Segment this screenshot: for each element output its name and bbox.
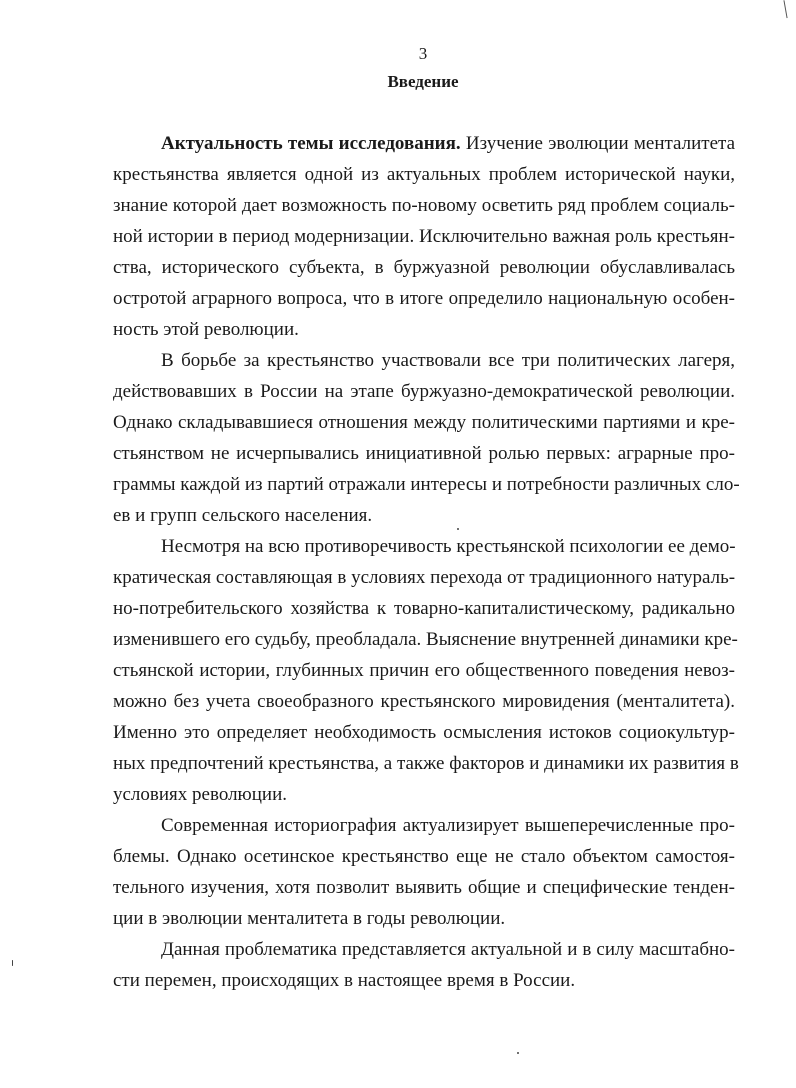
paragraph-3	[113, 531, 739, 810]
paragraph-line: ной истории в период модернизации. Исключительно важная роль крестьян-	[113, 226, 735, 247]
paragraph-line: Однако складывавшиеся отношения между политическими партиями и кре-	[113, 412, 735, 433]
paragraph-4	[113, 810, 735, 934]
paragraph-line: кратическая составляющая в условиях перехода от традиционного натураль-	[113, 567, 736, 588]
paragraph-line: действовавших в России на этапе буржуазно-демократической революции.	[113, 381, 735, 402]
paragraph-2	[113, 345, 740, 531]
paragraph-line: стьянством не исчерпывались инициативной ролью первых: аграрные про-	[113, 443, 735, 464]
paragraph-line: условиях революции.	[113, 784, 287, 805]
scan-speck	[457, 528, 459, 530]
paragraph-line: ев и групп сельского населения.	[113, 505, 373, 526]
paragraph-line: Несмотря на всю противоречивость крестьянской психологии ее демо-	[161, 536, 736, 557]
paragraph-5	[113, 934, 735, 996]
paragraph-line: тельного изучения, хотя позволит выявить общие и специфические тенден-	[113, 877, 735, 898]
paragraph-line: ных предпочтений крестьянства, а также факторов и динамики их развития в	[113, 753, 739, 774]
paragraph-line: ции в эволюции менталитета в годы революции.	[113, 908, 506, 929]
paragraph-line: Актуальность темы исследования. Изучение эволюции менталитета	[161, 133, 736, 154]
body-text	[113, 128, 740, 996]
page-title: Введение	[387, 72, 459, 91]
paragraph-line: ность этой революции.	[113, 319, 299, 340]
scan-mark	[783, 0, 789, 18]
paragraph-line: ства, исторического субъекта, в буржуазной революции обуславливалась	[113, 257, 735, 278]
paragraph-line: Именно это определяет необходимость осмысления истоков социокультур-	[113, 722, 735, 743]
paragraph-line: можно без учета своеобразного крестьянского мировидения (менталитета).	[113, 691, 735, 712]
paragraph-line: В борьбе за крестьянство участвовали все три политических лагеря,	[161, 350, 735, 371]
page-number: 3	[418, 44, 428, 63]
paragraph-line: Данная проблематика представляется актуальной и в силу масштабно-	[161, 939, 735, 960]
scan-speck	[12, 960, 13, 966]
paragraph-line: но-потребительского хозяйства к товарно-капиталистическому, радикально	[113, 598, 735, 619]
paragraph-line: крестьянства является одной из актуальных проблем исторической науки,	[113, 164, 735, 185]
paragraph-line: стьянской истории, глубинных причин его общественного поведения невоз-	[113, 660, 735, 681]
paragraph-line: Современная историография актуализирует вышеперечисленные про-	[161, 815, 735, 836]
paragraph-line: изменившего его судьбу, преобладала. Выяснение внутренней динамики кре-	[113, 629, 738, 650]
scan-speck	[517, 1052, 519, 1054]
paragraph-line: граммы каждой из партий отражали интересы и потребности различных сло-	[113, 474, 740, 495]
paragraph-line: остротой аграрного вопроса, что в итоге определило национальную особен-	[113, 288, 735, 309]
paragraph-line: знание которой дает возможность по-новому осветить ряд проблем социаль-	[113, 195, 735, 216]
paragraph-1	[113, 128, 735, 345]
lead-phrase: Актуальность темы исследования.	[161, 133, 461, 154]
paragraph-line: блемы. Однако осетинское крестьянство еще не стало объектом самостоя-	[113, 846, 735, 867]
paragraph-line: сти перемен, происходящих в настоящее время в России.	[113, 970, 576, 991]
